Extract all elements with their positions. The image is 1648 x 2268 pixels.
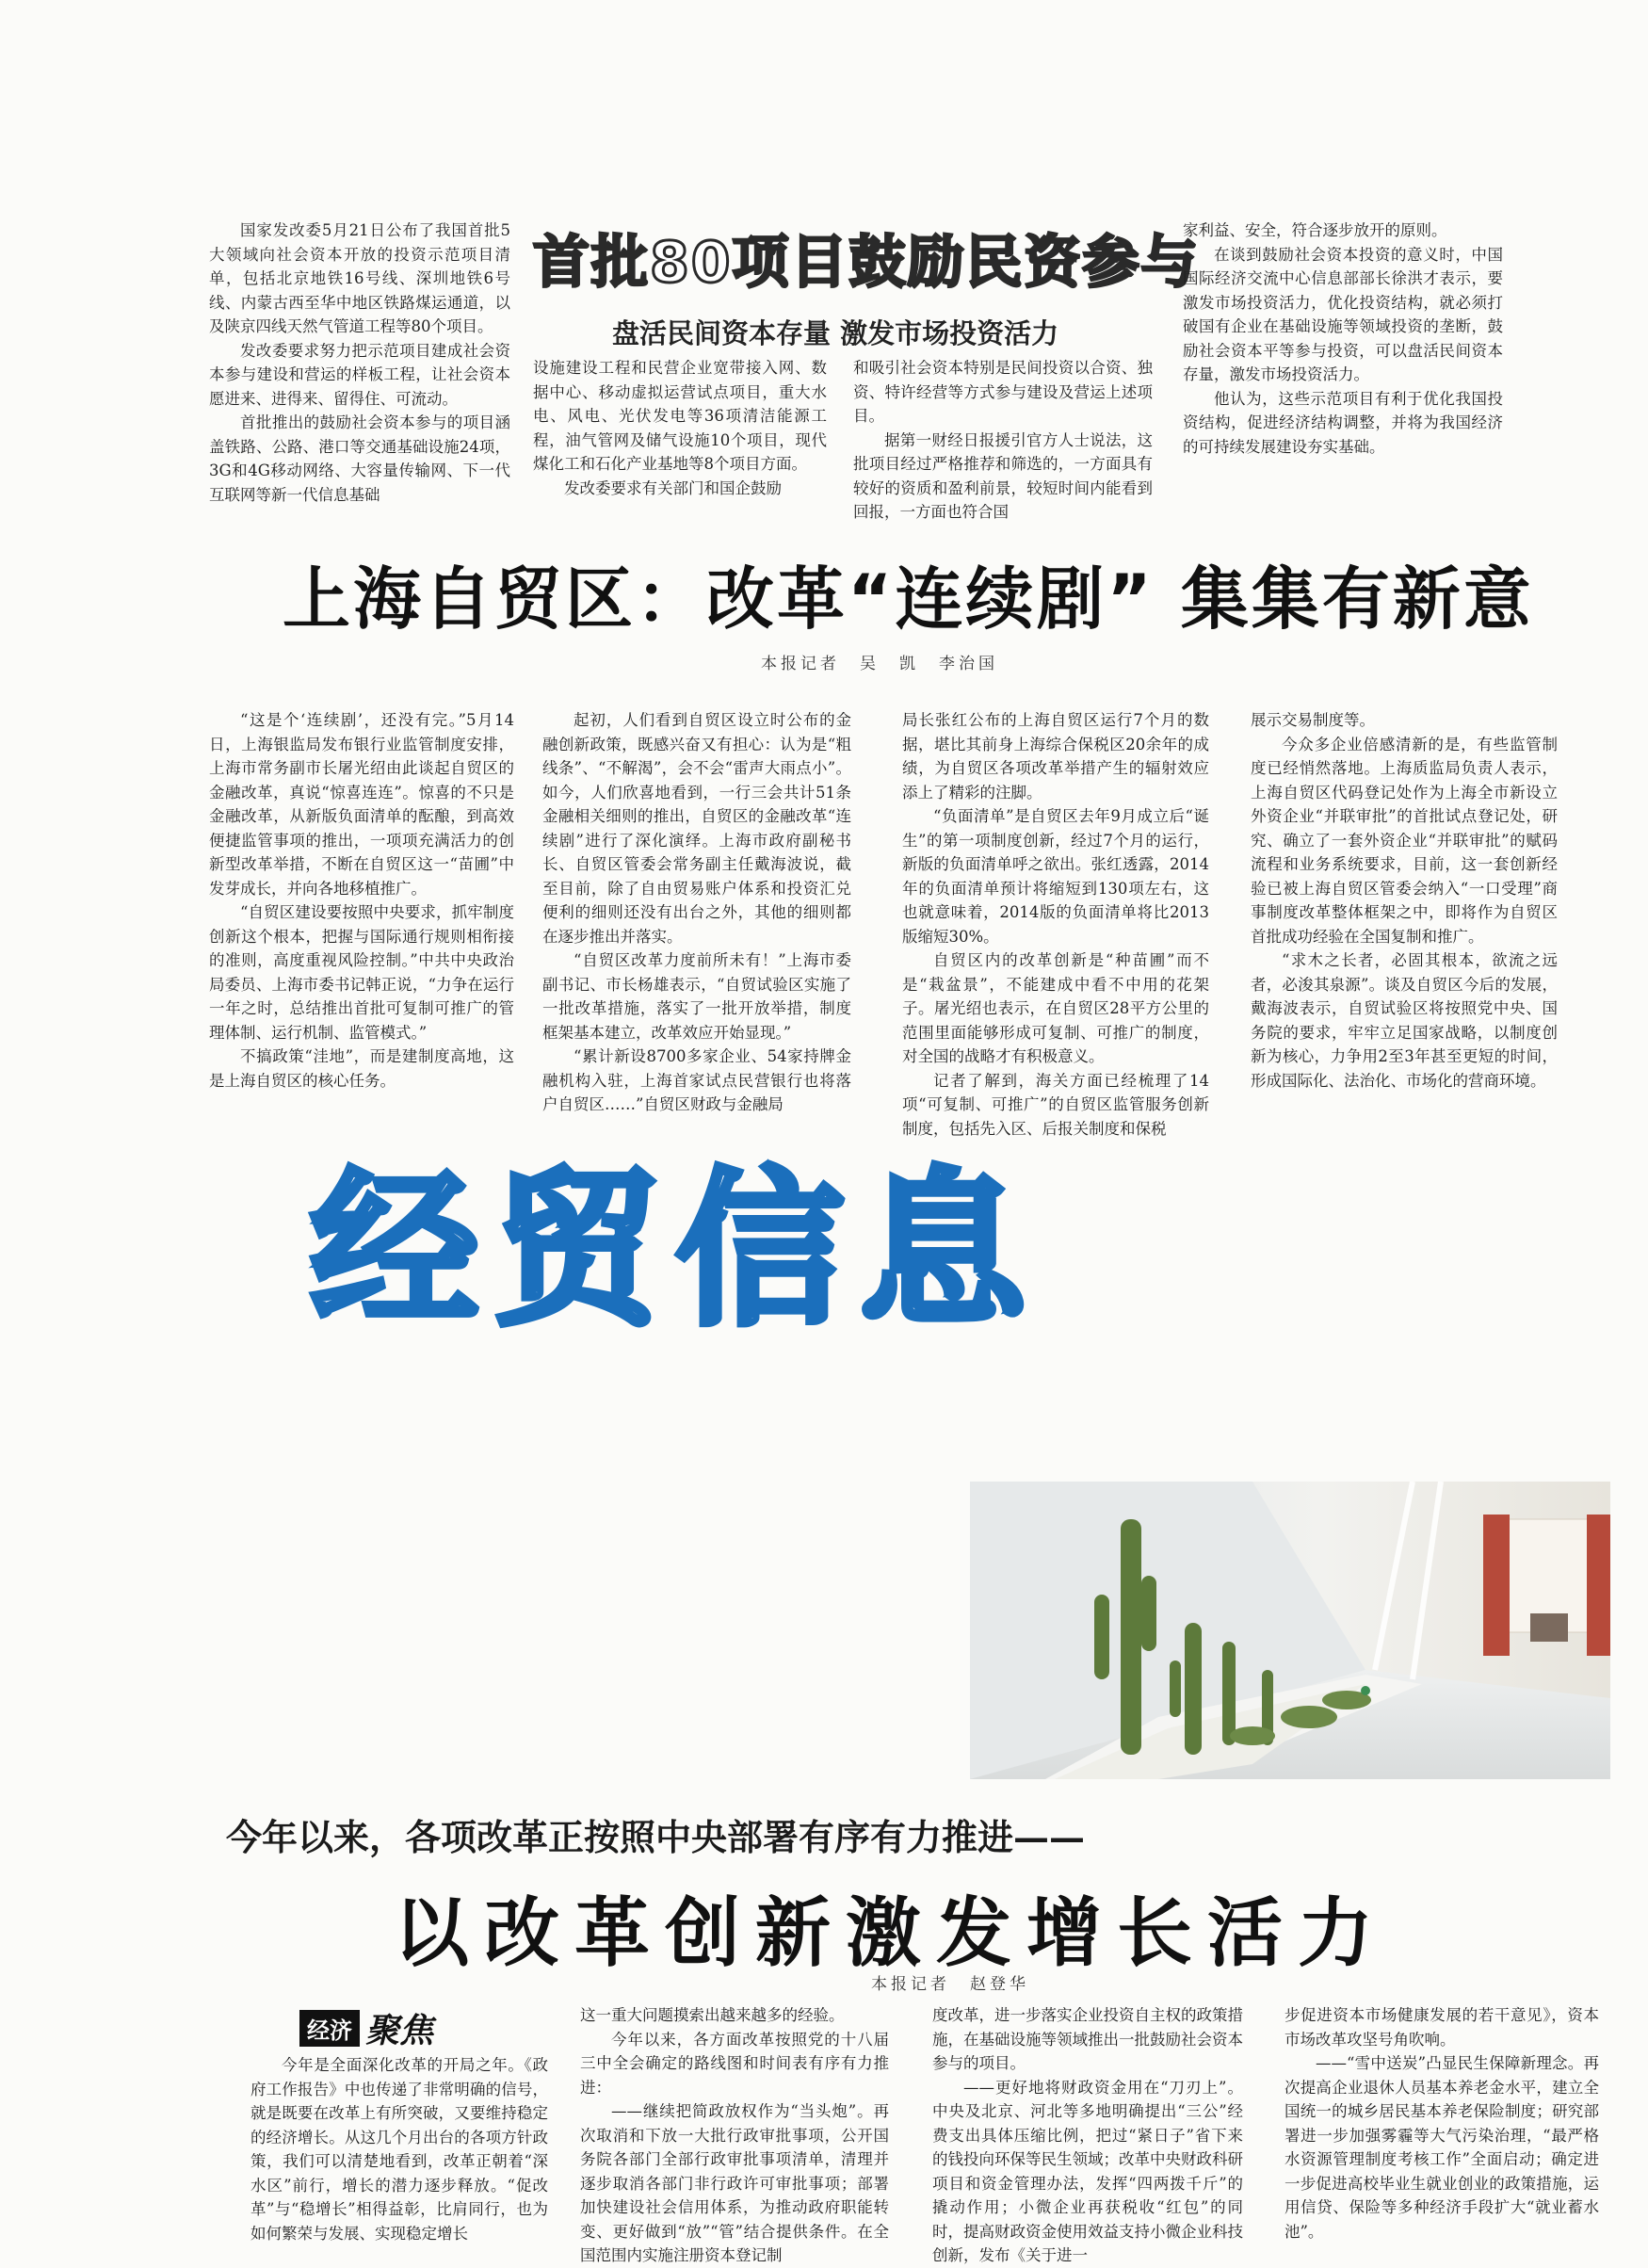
paragraph: 这一重大问题摸索出越来越多的经验。 [580, 2006, 845, 2024]
paragraph: 今年是全面深化改革的开局之年。《政府工作报告》中也传递了非常明确的信号，就是既要在改革上有所突破，又要维持稳定的经济增长。从这几个月出台的各项方针政策，我们可以清楚地看到，改革正朝着“深水区”前行，增长的潜力逐步释放。“促改革”与“稳增长”相得益彰，比肩同行，也为如何繁荣与发展、实现稳定增长 [250, 2056, 548, 2243]
article3-column-1 [250, 2053, 548, 2245]
article3-title: 以改革创新激发增长活力 [394, 1889, 1388, 1977]
paragraph: 不搞政策“洼地”，而是建制度高地，这是上海自贸区的核心任务。 [209, 1047, 514, 1090]
article2-column-4 [1251, 708, 1558, 1093]
paragraph: “累计新设8700多家企业、54家持牌金融机构入驻，上海首家试点民营银行也将落户自贸区……”自贸区财政与金融局 [542, 1047, 851, 1113]
paragraph: ——更好地将财政资金用在“刀刃上”。中央及北京、河北等多地明确提出“三公”经费支出具体压缩比例，把过“紧日子”省下来的钱投向环保等民生领域；改革中央财政科研项目和资金管理办法，发挥“四两拨千斤”的撬动作用；小微企业再获税收“红包”的同时，提高财政资金使用效益支持小微企业科技创新，发布《关于进一 [932, 2078, 1243, 2264]
paragraph: “负面清单”是自贸区去年9月成立后“诞生”的第一项制度创新，经过7个月的运行，新版的负面清单呼之欲出。张红透露，2014年的负面清单预计将缩短到130项左右，这也就意味着，2014版的负面清单将比2013版缩短30%。 [902, 807, 1209, 946]
paragraph: 步促进资本市场健康发展的若干意见》，资本市场改革攻坚号角吹响。 [1284, 2006, 1599, 2049]
paragraph: 局长张红公布的上海自贸区运行7个月的数据，堪比其前身上海综合保税区20余年的成绩，为自贸区各项改革举措产生的辐射效应添上了精彩的注脚。 [902, 711, 1209, 802]
article3-column-4 [1284, 2003, 1599, 2244]
article2-title: 上海自贸区：改革“连续剧” 集集有新意 [283, 559, 1534, 639]
article3-column-2 [580, 2003, 889, 2268]
paragraph: ——继续把简政放权作为“当头炮”。再次取消和下放一大批行政审批事项，公开国务院各部门全部行政审批事项清单，清理并逐步取消各部门非行政许可审批事项；部署加快建设社会信用体系，为推动政府职能转变、更好做到“放”“管”结合提供条件。在全国范围内实施注册资本登记制 [580, 2102, 889, 2264]
article2-column-1 [209, 708, 514, 1093]
paragraph: 他认为，这些示范项目有利于优化我国投资结构，促进经济结构调整，并将为我国经济的可持续发展建设夯实基础。 [1183, 389, 1503, 456]
paragraph: 展示交易制度等。 [1251, 711, 1375, 729]
paragraph: 家利益、安全，符合逐步放开的原则。 [1183, 221, 1447, 239]
article2-byline: 本报记者 吴 凯 李治国 [761, 655, 998, 673]
article1-subtitle: 盘活民间资本存量 激发市场投资活力 [612, 317, 1059, 349]
paragraph: 今年以来，各方面改革按照党的十八届三中全会确定的路线图和时间表有序有力推进： [580, 2030, 889, 2097]
article3-kicker: 今年以来，各项改革正按照中央部署有序有力推进—— [226, 1816, 1086, 1858]
paragraph: “自贸区建设要按照中央要求，抓牢制度创新这个根本，把握与国际通行规则相衔接的准则，高度重视风险控制。”中共中央政治局委员、上海市委书记韩正说，“力争在运行一年之时，总结推出首批可复制可推广的管理体制、运行机制、监管模式。” [209, 903, 514, 1042]
article3-byline: 本报记者 赵登华 [871, 1975, 1029, 1994]
paragraph: 发改委要求有关部门和国企鼓励 [564, 478, 782, 497]
paragraph: 首批推出的鼓励社会资本参与的项目涵盖铁路、公路、港口等交通基础设施24项，3G和4G移动网络、大容量传输网、下一代互联网等新一代信息基础 [209, 413, 510, 504]
paragraph: 和吸引社会资本特别是民间投资以合资、独资、特许经营等方式参与建设及营运上述项目。 [853, 359, 1153, 425]
section-banner: 经贸信息 [311, 1153, 1042, 1348]
article1-column-1 [209, 219, 510, 507]
paragraph: 自贸区内的改革创新是“种苗圃”而不是“栽盆景”，不能建成中看不中用的花架子。屠光绍也表示，在自贸区28平方公里的范围里面能够形成可复制、可推广的制度，对全国的战略才有积极意义。 [902, 951, 1209, 1065]
article3-column-3 [932, 2003, 1243, 2268]
paragraph: 国家发改委5月21日公布了我国首批5大领域向社会资本开放的投资示范项目清单，包括北京地铁16号线、深圳地铁6号线、内蒙古西至华中地区铁路煤运通道，以及陕京四线天然气管道工程等80个项目。 [209, 221, 510, 335]
badge-left: 经济 [299, 2010, 360, 2047]
paragraph: 发改委要求努力把示范项目建成社会资本参与建设和营运的样板工程，让社会资本愿进来、进得来、留得住、可流动。 [209, 341, 510, 408]
article1-column-3 [853, 356, 1153, 525]
paragraph: 起初，人们看到自贸区设立时公布的金融创新政策，既感兴奋又有担心：认为是“粗线条”、“不解渴”，会不会“雷声大雨点小”。如今，人们欣喜地看到，一行三会共计51条金融相关细则的推出，自贸区的金融改革“连续剧”进行了深化演绎。上海市政府副秘书长、自贸区管委会常务副主任戴海波说，截至目前，除了自由贸易账户体系和投资汇兑便利的细则还没有出台之外，其他的细则都在逐步推出并落实。 [542, 711, 851, 946]
paragraph: ——“雪中送炭”凸显民生保障新理念。再次提高企业退休人员基本养老金水平，建立全国统一的城乡居民基本养老保险制度；研究部署进一步加强雾霾等大气污染治理，“最严格水资源管理制度考核工作”全面启动；确定进一步促进高校毕业生就业创业的政策措施，运用信贷、保险等多种经济手段扩大“就业蓄水池”。 [1284, 2054, 1599, 2241]
section-badge [299, 2004, 434, 2050]
article1-column-4 [1183, 219, 1503, 459]
paragraph: 记者了解到，海关方面已经梳理了14项“可复制、可推广”的自贸区监管服务创新制度，包括先入区、后报关制度和保税 [902, 1071, 1209, 1138]
paragraph: 今众多企业倍感清新的是，有些监管制度已经悄然落地。上海质监局负责人表示，上海自贸区代码登记处作为上海全市新设立外资企业“并联审批”的首批试点登记处，研究、确立了一套外资企业“并联审批”的赋码流程和业务系统要求，目前，这一套创新经验已被上海自贸区管委会纳入“一口受理”商事制度改革整体框架之中，即将作为自贸区首批成功经验在全国复制和推广。 [1251, 735, 1558, 946]
article2-column-3 [902, 708, 1209, 1141]
paragraph: “自贸区改革力度前所未有！”上海市委副书记、市长杨雄表示，“自贸试验区实施了一批改革措施，落实了一批开放举措，制度框架基本建立，改革效应开始显现。” [542, 951, 851, 1042]
paragraph: 在谈到鼓励社会资本投资的意义时，中国国际经济交流中心信息部部长徐洪才表示，要激发市场投资活力，优化投资结构，就必须打破国有企业在基础设施等领域投资的垄断，鼓励社会资本平等参与投资，可以盘活民间资本存量，激发市场投资活力。 [1183, 245, 1503, 383]
paragraph: “这是个‘连续剧’，还没有完。”5月14日，上海银监局发布银行业监管制度安排，上海市常务副市长屠光绍由此谈起自贸区的金融改革，真说“惊喜连连”。惊喜的不只是金融改革，从新版负面清单的酝酿，到高效便捷监管事项的推出，一项项充满活力的创新型改革举措，不断在自贸区这一“苗圃”中发芽成长，并向各地移植推广。 [209, 711, 514, 898]
article1-column-2 [533, 356, 827, 500]
badge-right: 聚焦 [365, 2011, 434, 2050]
interior-cactus-photo [970, 1482, 1610, 1779]
paragraph: 据第一财经日报援引官方人士说法，这批项目经过严格推荐和筛选的，一方面具有较好的资质和盈利前景，较短时间内能看到回报，一方面也符合国 [853, 430, 1153, 521]
article1-title: 首批80项目鼓励民资参与 [533, 230, 1200, 296]
paragraph: 设施建设工程和民营企业宽带接入网、数据中心、移动虚拟运营试点项目，重大水电、风电、光伏发电等36项清洁能源工程，油气管网及储气设施10个项目，现代煤化工和石化产业基地等8个项目方面。 [533, 359, 827, 473]
paragraph: “求木之长者，必固其根本，欲流之远者，必浚其泉源”。谈及自贸区今后的发展，戴海波表示，自贸试验区将按照党中央、国务院的要求，牢牢立足国家战略，以制度创新为核心，力争用2至3年甚至更短的时间，形成国际化、法治化、市场化的营商环境。 [1251, 951, 1558, 1090]
article2-column-2 [542, 708, 851, 1117]
paragraph: 度改革，进一步落实企业投资自主权的政策措施，在基础设施等领域推出一批鼓励社会资本参与的项目。 [932, 2006, 1243, 2072]
